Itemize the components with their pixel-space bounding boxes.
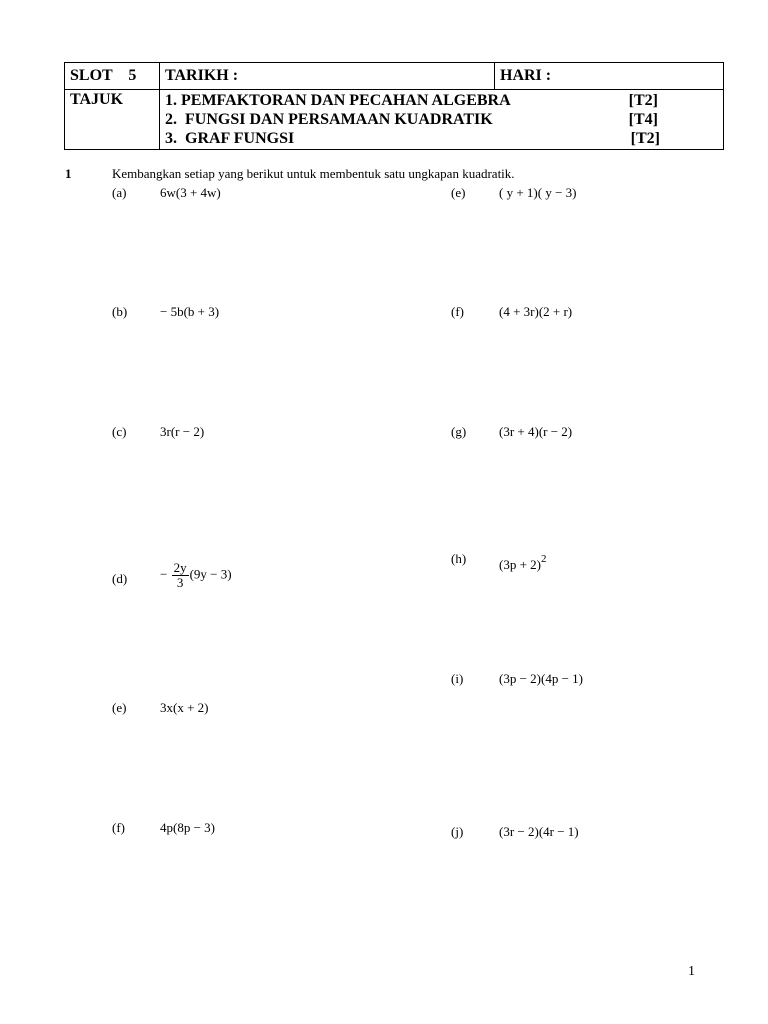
topic-text: 3. GRAF FUNGSI bbox=[165, 130, 295, 147]
expression-base: (3p + 2) bbox=[499, 557, 541, 572]
item-expression bbox=[160, 561, 232, 590]
item-label: (h) bbox=[451, 551, 467, 566]
topic-text: 2. FUNGSI DAN PERSAMAAN KUADRATIK bbox=[165, 111, 493, 128]
tajuk-cell: TAJUK bbox=[65, 90, 160, 150]
item-label: (e) bbox=[451, 185, 466, 200]
topic-tag: [T2] bbox=[630, 130, 660, 147]
header-table bbox=[64, 62, 724, 150]
item-label: (j) bbox=[451, 824, 464, 839]
item-label: (f) bbox=[112, 820, 125, 835]
expression-rest: (9y − 3) bbox=[189, 566, 232, 582]
item-label: (i) bbox=[451, 671, 464, 686]
item-label: (g) bbox=[451, 424, 467, 439]
exponent: 2 bbox=[541, 553, 547, 565]
item-expression: − 5b(b + 3) bbox=[160, 304, 220, 319]
page-number: 1 bbox=[688, 964, 695, 979]
topic-line-2 bbox=[165, 110, 718, 129]
header-row-tajuk bbox=[65, 90, 724, 150]
item-expression: (4 + 3r)(2 + r) bbox=[499, 304, 573, 319]
item-expression: 3x(x + 2) bbox=[160, 700, 209, 715]
topic-line-3 bbox=[165, 129, 718, 148]
item-label: (d) bbox=[112, 571, 128, 586]
question-instruction: Kembangkan setiap yang berikut untuk membentuk satu ungkapan kuadratik. bbox=[112, 166, 515, 181]
fraction bbox=[172, 561, 189, 590]
topic-text: 1. PEMFAKTORAN DAN PECAHAN ALGEBRA bbox=[165, 92, 511, 109]
item-expression: 6w(3 + 4w) bbox=[160, 185, 221, 200]
minus-sign: − bbox=[160, 566, 168, 582]
item-label: (e) bbox=[112, 700, 127, 715]
question-number: 1 bbox=[65, 166, 72, 181]
header-row-slot bbox=[65, 63, 724, 90]
item-expression: (3r + 4)(r − 2) bbox=[499, 424, 573, 439]
fraction-numerator: 2y bbox=[173, 560, 187, 575]
item-expression bbox=[499, 551, 547, 573]
fraction-denominator: 3 bbox=[176, 575, 184, 590]
topic-tag: [T2] bbox=[628, 92, 658, 109]
item-label: (a) bbox=[112, 185, 127, 200]
item-expression: (3p − 2)(4p − 1) bbox=[499, 671, 583, 686]
item-label: (c) bbox=[112, 424, 127, 439]
topics-cell bbox=[160, 90, 724, 150]
hari-cell: HARI : bbox=[495, 63, 724, 90]
item-expression: 3r(r − 2) bbox=[160, 424, 205, 439]
item-label: (f) bbox=[451, 304, 464, 319]
item-expression: (3r − 2)(4r − 1) bbox=[499, 824, 579, 839]
item-expression: 4p(8p − 3) bbox=[160, 820, 215, 835]
topic-line-1 bbox=[165, 91, 718, 110]
item-expression: ( y + 1)( y − 3) bbox=[499, 185, 577, 200]
slot-cell: SLOT 5 bbox=[65, 63, 160, 90]
tarikh-cell: TARIKH : bbox=[160, 63, 495, 90]
topic-tag: [T4] bbox=[628, 111, 658, 128]
item-label: (b) bbox=[112, 304, 128, 319]
